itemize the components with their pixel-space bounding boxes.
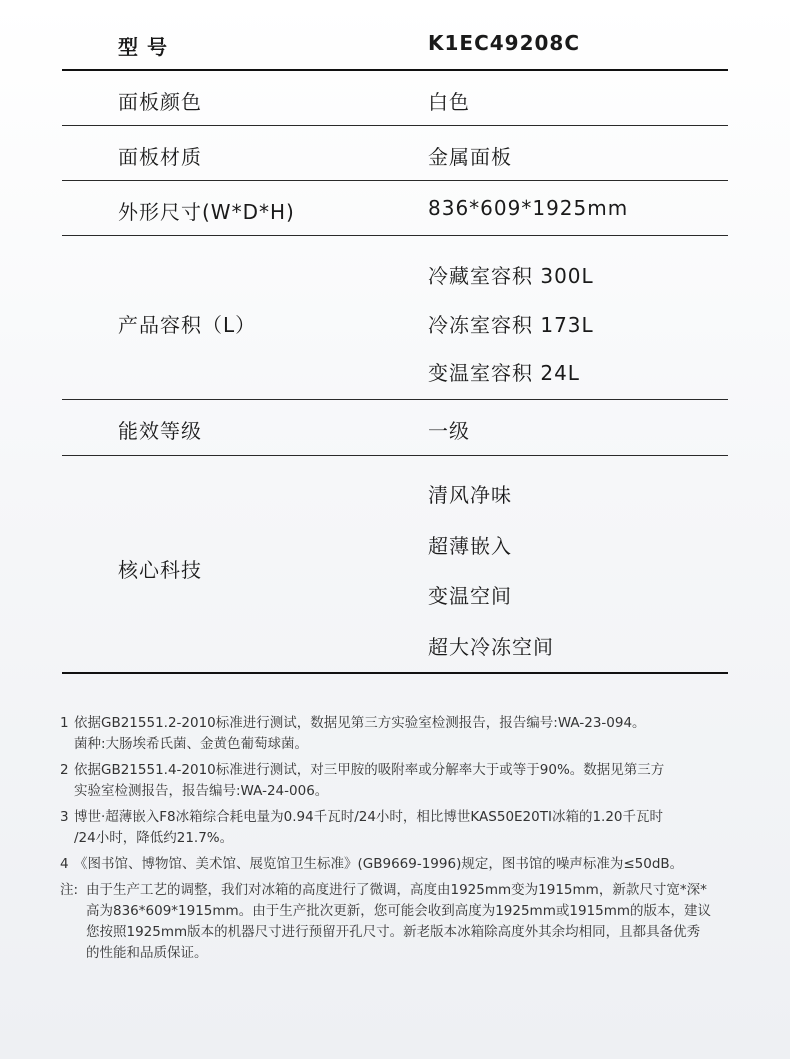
material-value: 金属面板	[428, 145, 512, 169]
color-value: 白色	[428, 90, 470, 114]
dimensions-label: 外形尺寸(W*D*H)	[118, 200, 295, 224]
capacity-variable: 变温室容积 24L	[428, 361, 580, 385]
efficiency-value: 一级	[428, 419, 470, 443]
footnotes	[60, 713, 740, 969]
disclaimer-text: 您按照1925mm版本的机器尺寸进行预留开孔尺寸。新老版本冰箱除高度外其余均相同，且都具备优秀	[86, 924, 701, 940]
tech-item: 超薄嵌入	[428, 534, 512, 558]
footnote-2	[60, 760, 740, 802]
footnote-text: 《图书馆、博物馆、美术馆、展览馆卫生标准》(GB9669-1996)规定，图书馆的噪声标准为≤50dB。	[74, 856, 684, 872]
spec-row-tech	[62, 456, 728, 674]
capacity-fridge: 冷藏室容积 300L	[428, 264, 594, 288]
disclaimer-text: 由于生产工艺的调整，我们对冰箱的高度进行了微调，高度由1925mm变为1915mm，新款尺寸宽*深*	[86, 882, 707, 898]
disclaimer-text: 高为836*609*1915mm。由于生产批次更新，您可能会收到高度为1925mm或1915mm的版本，建议	[86, 903, 712, 919]
color-label: 面板颜色	[118, 90, 202, 114]
efficiency-label: 能效等级	[118, 419, 202, 443]
capacity-label: 产品容积（L）	[118, 313, 257, 337]
material-label: 面板材质	[118, 145, 202, 169]
spec-row-dimensions	[62, 181, 728, 236]
spec-row-material	[62, 126, 728, 181]
footnote-3	[60, 807, 740, 849]
spec-row-capacity	[62, 236, 728, 400]
footnote-number: 4	[60, 856, 69, 872]
footnote-text: 菌种:大肠埃希氏菌、金黄色葡萄球菌。	[74, 736, 309, 752]
spec-row-model	[62, 0, 728, 71]
footnote-text: 依据GB21551.4-2010标准进行测试，对三甲胺的吸附率或分解率大于或等于90%。数据见第三方	[74, 762, 665, 778]
disclaimer	[60, 880, 740, 964]
tech-item: 清风净味	[428, 483, 512, 507]
footnote-4	[60, 854, 740, 875]
footnote-text: 依据GB21551.2-2010标准进行测试，数据见第三方实验室检测报告，报告编号:WA-23-094。	[74, 715, 646, 731]
tech-item: 变温空间	[428, 584, 512, 608]
footnote-text: 博世·超薄嵌入F8冰箱综合耗电量为0.94千瓦时/24小时，相比博世KAS50E20TI冰箱的1.20千瓦时	[74, 809, 664, 825]
spec-table	[62, 0, 728, 674]
footnote-text: /24小时，降低约21.7%。	[74, 830, 234, 846]
model-value: K1EC49208C	[428, 31, 581, 55]
disclaimer-prefix: 注:	[60, 882, 79, 898]
tech-item: 超大冷冻空间	[428, 635, 554, 659]
footnote-1	[60, 713, 740, 755]
spec-row-efficiency	[62, 400, 728, 456]
dimensions-value: 836*609*1925mm	[428, 196, 629, 220]
footnote-text: 实验室检测报告，报告编号:WA-24-006。	[74, 783, 329, 799]
disclaimer-text: 的性能和品质保证。	[86, 945, 208, 961]
capacity-freezer: 冷冻室容积 173L	[428, 313, 594, 337]
footnote-number: 1	[60, 715, 69, 731]
spec-row-color	[62, 71, 728, 126]
footnote-number: 2	[60, 762, 69, 778]
model-label: 型 号	[118, 35, 168, 59]
tech-label: 核心科技	[118, 558, 202, 582]
footnote-number: 3	[60, 809, 69, 825]
